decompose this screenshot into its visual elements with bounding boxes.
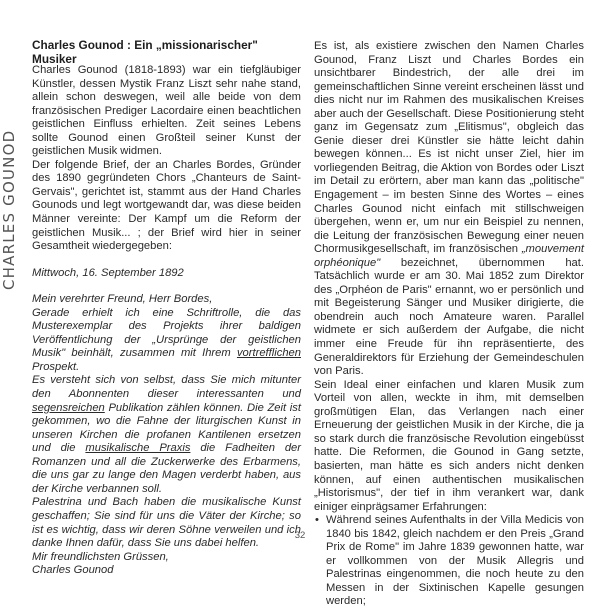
- right-column: [314, 40, 584, 609]
- letter-paragraph-2: Es versteht sich von selbst, dass Sie mich mitunter den Abonnenten dieser interessanten und segensreichen Publikation zählen können. Die Zeit ist gekommen, wo die Fahne der liturgischen Kunst in unseren Kirchen die profanen Kantilenen ersetzen und die musikalische Praxis die Fadheiten der Romanzen und all die Zuckerwerke des Erbarmens, die uns gar zu lange den Magen verderbt haben, aus der Kirche verbannen soll.: [32, 374, 302, 495]
- letter-date: Mittwoch, 16. September 1892: [32, 266, 184, 279]
- underlined-phrase: musikalische Praxis: [85, 442, 191, 455]
- letter-signature: Charles Gounod: [32, 564, 114, 577]
- article-heading: Charles Gounod : Ein „missionarischer" Musiker: [32, 38, 258, 66]
- letter-closing: Mir freundlichsten Grüssen,: [32, 550, 169, 563]
- vertical-section-title: CHARLES GOUNOD: [0, 129, 18, 290]
- context-paragraph: Der folgende Brief, der an Charles Bordes, Gründer des 1890 gegründeten Chors „Chanteurs de Saint-Gervais", gerichtet ist, stammt aus der Hand Charles Gounods und legt wortgewandt dar, was diese beiden Männer vereinte: Der Kampf um die Reform der geistlichen Musik... ; der Brief wird hier in seiner Gesamtheit wiedergegeben:: [32, 158, 301, 253]
- underlined-word: vortrefflichen: [236, 347, 301, 360]
- letter-salutation: Mein verehrter Freund, Herr Bordes,: [32, 293, 213, 306]
- underlined-word: segensreichen: [32, 401, 105, 414]
- list-item: • Während seines Aufenthalts in der Villa Medicis von 1840 bis 1842, gleich nachdem er den Preis „Grand Prix de Rome" im Jahre 1839 gewonnen hatte, war er vollkommen von der Musik Allegris und Palestrinas eingenommen, die noch heute zu den Messen in der Sixtinischen Kapelle gesungen werden;: [326, 514, 584, 609]
- page-number: 32: [294, 530, 306, 541]
- left-column: [32, 64, 301, 578]
- letter-paragraph-3: Palestrina und Bach haben die musikalische Kunst geschaffen; Sie sind für uns die Väter der Kirche; so ist es wichtig, dass wir deren Söhne verweilen und ich danke Ihnen dafür, dass Sie uns dabei helfen.: [32, 496, 301, 550]
- italic-term: „mouvement orphéonique": [314, 243, 584, 269]
- right-paragraph-1: Es ist, als existiere zwischen den Namen Charles Gounod, Franz Liszt und Charles Bordes ein unsichtbarer Bindestrich, der alle drei im gemeinschaftlichen Sinne vereint erscheinen lässt und dies nicht nur im Rahmen des musikalischen Kreises aber auch der Gesellschaft. Diese Positionierung steht ganz im Gegensatz zum „Elitismus", obgleich das Genie dieser drei Künstler sie hätte leicht dahin bewegen können... Es ist nicht unser Ziel, hier im vorliegenden Beitrag, die Aktion von Bordes oder Liszt im Detail zu erörtern, aber man kann das „politische" Engagement – im besten Sinne des Wortes – eines Charles Gounod nicht einfach mit stillschweigen übergehen, wenn er, um nur ein Beispiel zu nennen, die Leitung der französischen Bewegung einer neuen Chormusikgesellschaft, im französischen „mouvement orphéonique" bezeichnet, übernommen hat. Tatsächlich wurde er am 30. Mai 1852 zum Direktor des „Orphéon de Paris" ernannt, wo er persönlich und mit Begeisterung Sänger und Musiker dirigierte, die obendrein auch noch Amateure waren. Parallel widmete er sich außerdem der Aufgabe, die nicht immer eine Freude für ihn repräsentierte, des Generaldirektors für Erziehung der Gemeindeschulen von Paris.: [314, 40, 584, 378]
- intro-paragraph: Charles Gounod (1818-1893) war ein tiefgläubiger Künstler, dessen Mystik Franz Liszt sehr nahe stand, allein schon deswegen, weil alle beide von dem französischen Prediger Lacordaire einen beachtlichen geistlichen Einfluss erhielten. Zeit seines Lebens sollte Gounod einen Großteil seiner Kunst der geistlichen Musik widmen.: [32, 64, 301, 158]
- right-paragraph-2: Sein Ideal einer einfachen und klaren Musik zum Vorteil von allen, weckte in ihm, mit demselben großmütigen Elan, das Verlangen nach einer Erneuerung der geistlichen Musik in der Kirche, die ja so stark durch die französische Revolution eingebüsst hatte. Die Reformen, die Gounod in Gang setzte, basierten, man hätte es sich anders nicht denken können, auf einen authentischen musikalischen „Historismus", der tief in ihm verankert war, dank einiger einprägsamer Erfahrungen:: [314, 378, 584, 513]
- letter-paragraph-1: Gerade erhielt ich eine Schriftrolle, die das Musterexemplar des Projekts ihrer baldigen Veröffentlichung der „Ursprünge der geistlichen Musik" beinhält, zusammen mit Ihrem vortrefflichen Prospekt.: [32, 306, 301, 373]
- experience-list: [314, 514, 584, 609]
